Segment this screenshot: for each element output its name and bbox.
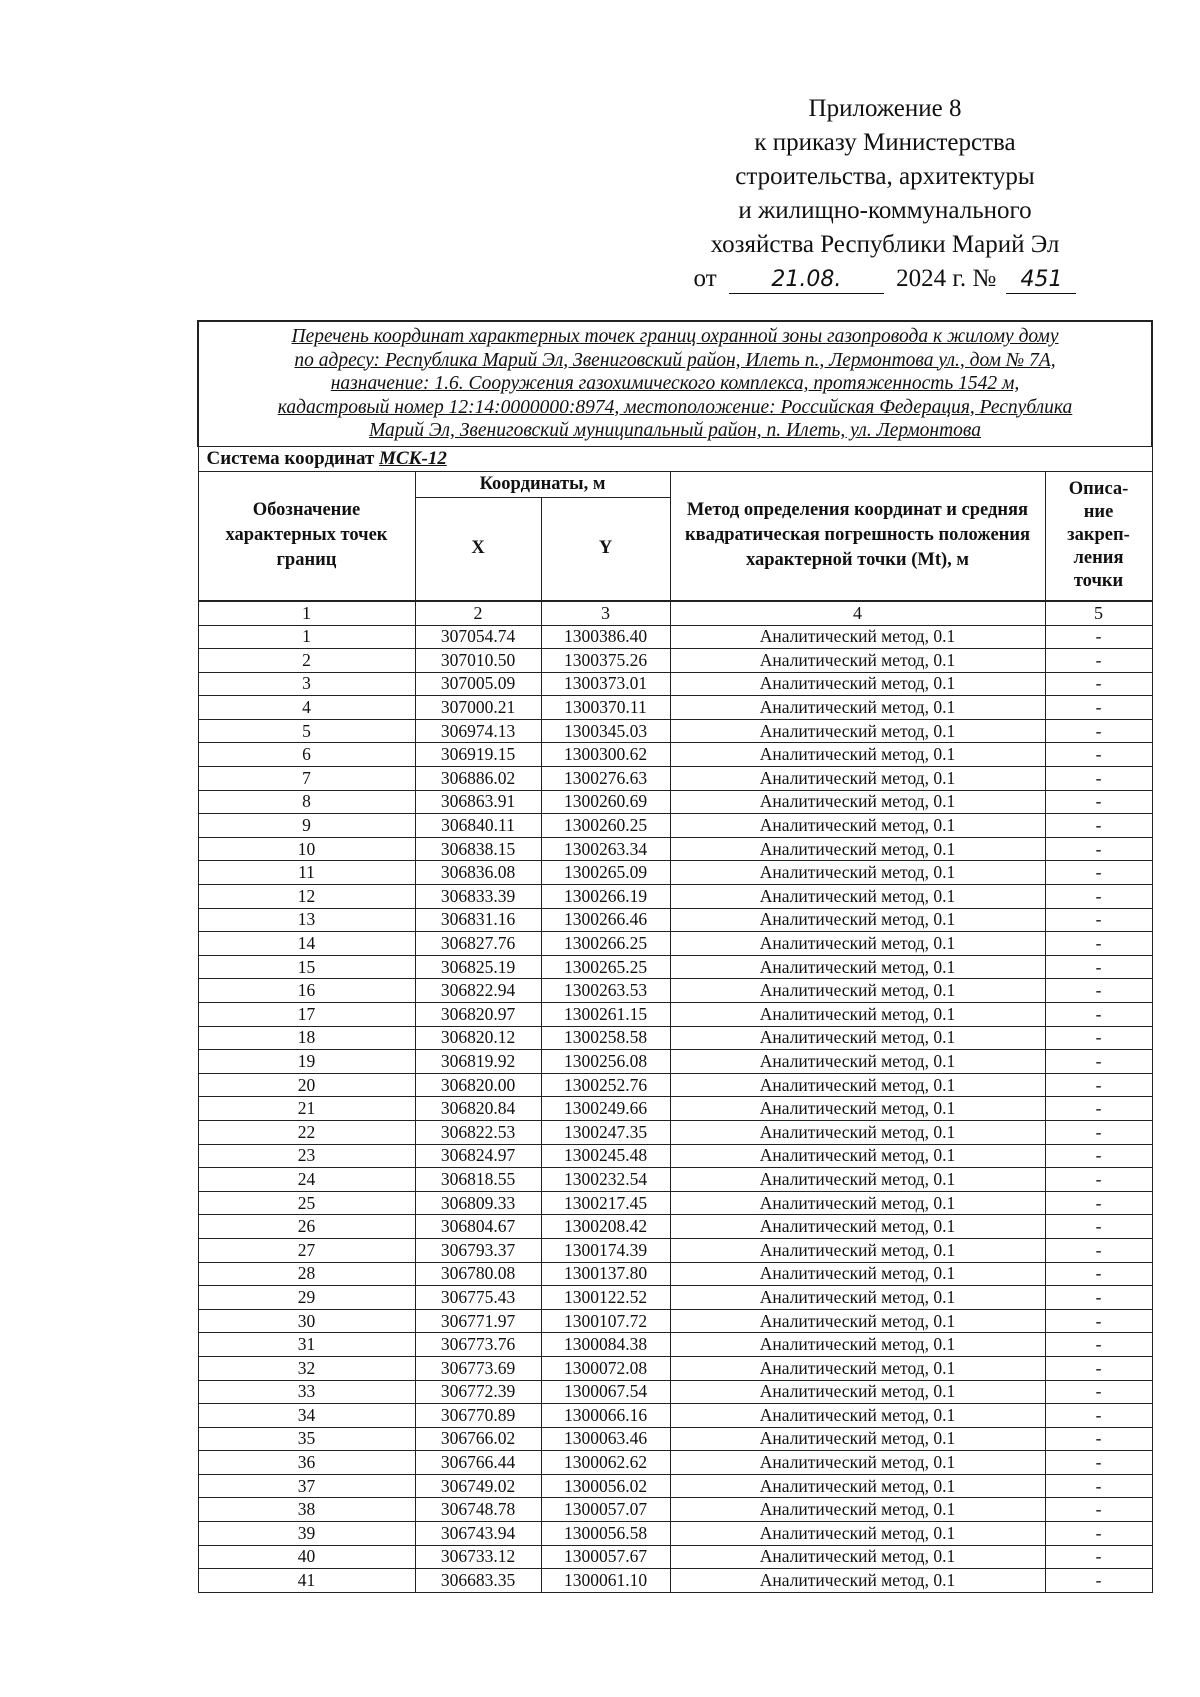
header-line: Приложение 8 [808,95,962,122]
method-cell: Аналитический метод, 0.1 [670,861,1045,885]
x-coordinate-cell: 307054.74 [415,625,541,649]
method-cell: Аналитический метод, 0.1 [670,1380,1045,1404]
x-coordinate-cell: 306824.97 [415,1144,541,1168]
header-line: строительства, архитектуры [735,163,1035,190]
x-coordinate-cell: 306749.02 [415,1474,541,1498]
method-cell: Аналитический метод, 0.1 [670,790,1045,814]
table-row [198,743,1152,767]
method-cell: Аналитический метод, 0.1 [670,1168,1045,1192]
method-cell: Аналитический метод, 0.1 [670,1356,1045,1380]
method-cell: Аналитический метод, 0.1 [670,1474,1045,1498]
column-number: 4 [670,601,1045,626]
y-coordinate-cell: 1300265.25 [541,955,670,979]
y-coordinate-cell: 1300056.58 [541,1522,670,1546]
column-header-y: Y [541,497,670,601]
description-cell: - [1045,1073,1152,1097]
method-cell: Аналитический метод, 0.1 [670,1427,1045,1451]
table-row [198,885,1152,909]
table-title [198,321,1152,446]
x-coordinate-cell: 306766.44 [415,1451,541,1475]
x-coordinate-cell: 306820.00 [415,1073,541,1097]
coordinate-system-label: Система координат [206,447,375,469]
y-coordinate-cell: 1300266.46 [541,908,670,932]
coordinate-system-row [198,446,1152,471]
table-row [198,1191,1152,1215]
table-row [198,932,1152,956]
y-coordinate-cell: 1300122.52 [541,1286,670,1310]
x-coordinate-cell: 306793.37 [415,1238,541,1262]
point-number-cell: 27 [198,1238,415,1262]
description-header-line: Описа- [1068,479,1129,499]
description-cell: - [1045,767,1152,791]
year-text: 2024 г. № [896,265,997,292]
y-coordinate-cell: 1300300.62 [541,743,670,767]
description-cell: - [1045,790,1152,814]
method-cell: Аналитический метод, 0.1 [670,672,1045,696]
point-number-cell: 5 [198,719,415,743]
table-title-line: кадастровый номер 12:14:0000000:8974, местоположение: Российская Федерация, Республика [277,396,1073,418]
table-title-line: Перечень координат характерных точек границ охранной зоны газопровода к жилому дому [291,326,1059,347]
x-coordinate-cell: 306919.15 [415,743,541,767]
y-coordinate-cell: 1300174.39 [541,1238,670,1262]
description-cell: - [1045,1309,1152,1333]
column-number: 3 [541,601,670,626]
point-number-cell: 18 [198,1026,415,1050]
x-coordinate-cell: 306840.11 [415,814,541,838]
point-number-cell: 31 [198,1333,415,1357]
table-row [198,1120,1152,1144]
method-cell: Аналитический метод, 0.1 [670,955,1045,979]
y-coordinate-cell: 1300375.26 [541,649,670,673]
point-number-cell: 25 [198,1191,415,1215]
table-row [198,1286,1152,1310]
point-number-cell: 28 [198,1262,415,1286]
y-coordinate-cell: 1300066.16 [541,1404,670,1428]
x-coordinate-cell: 306836.08 [415,861,541,885]
method-cell: Аналитический метод, 0.1 [670,1003,1045,1027]
column-number: 2 [415,601,541,626]
method-cell: Аналитический метод, 0.1 [670,885,1045,909]
x-coordinate-cell: 306809.33 [415,1191,541,1215]
y-coordinate-cell: 1300276.63 [541,767,670,791]
point-number-cell: 15 [198,955,415,979]
column-numbers-row [198,601,1152,626]
description-cell: - [1045,1120,1152,1144]
x-coordinate-cell: 306748.78 [415,1498,541,1522]
x-coordinate-cell: 306831.16 [415,908,541,932]
method-cell: Аналитический метод, 0.1 [670,1404,1045,1428]
x-coordinate-cell: 306775.43 [415,1286,541,1310]
method-cell: Аналитический метод, 0.1 [670,908,1045,932]
description-cell: - [1045,885,1152,909]
description-cell: - [1045,1262,1152,1286]
method-cell: Аналитический метод, 0.1 [670,1097,1045,1121]
x-coordinate-cell: 306780.08 [415,1262,541,1286]
y-coordinate-cell: 1300345.03 [541,719,670,743]
order-date-line [640,262,1130,296]
point-number-cell: 23 [198,1144,415,1168]
method-cell: Аналитический метод, 0.1 [670,814,1045,838]
description-cell: - [1045,1026,1152,1050]
y-coordinate-cell: 1300232.54 [541,1168,670,1192]
table-row [198,1168,1152,1192]
x-coordinate-cell: 306825.19 [415,955,541,979]
point-number-cell: 35 [198,1427,415,1451]
description-cell: - [1045,696,1152,720]
table-row [198,1309,1152,1333]
y-coordinate-cell: 1300386.40 [541,625,670,649]
table-row [198,1050,1152,1074]
description-cell: - [1045,672,1152,696]
method-cell: Аналитический метод, 0.1 [670,649,1045,673]
description-cell: - [1045,1286,1152,1310]
point-number-cell: 12 [198,885,415,909]
method-cell: Аналитический метод, 0.1 [670,1451,1045,1475]
x-coordinate-cell: 306820.12 [415,1026,541,1050]
column-header-coordinates: Координаты, м [415,471,670,497]
y-coordinate-cell: 1300107.72 [541,1309,670,1333]
description-header-line: закреп- [1067,525,1130,545]
y-coordinate-cell: 1300258.58 [541,1026,670,1050]
table-row [198,1522,1152,1546]
point-number-cell: 38 [198,1498,415,1522]
point-number-cell: 10 [198,837,415,861]
point-number-cell: 3 [198,672,415,696]
date-prefix: от [693,265,717,292]
point-number-cell: 40 [198,1545,415,1569]
point-number-cell: 41 [198,1569,415,1593]
table-row [198,955,1152,979]
y-coordinate-cell: 1300063.46 [541,1427,670,1451]
table-row [198,1073,1152,1097]
y-coordinate-cell: 1300208.42 [541,1215,670,1239]
point-number-cell: 26 [198,1215,415,1239]
description-cell: - [1045,814,1152,838]
method-cell: Аналитический метод, 0.1 [670,1545,1045,1569]
point-number-cell: 1 [198,625,415,649]
table-row [198,1356,1152,1380]
table-row [198,1144,1152,1168]
point-number-cell: 30 [198,1309,415,1333]
point-number-cell: 14 [198,932,415,956]
description-cell: - [1045,1215,1152,1239]
description-cell: - [1045,649,1152,673]
description-cell: - [1045,1569,1152,1593]
x-coordinate-cell: 306822.53 [415,1120,541,1144]
description-cell: - [1045,625,1152,649]
table-row [198,1238,1152,1262]
table-row [198,1569,1152,1593]
y-coordinate-cell: 1300260.69 [541,790,670,814]
x-coordinate-cell: 306838.15 [415,837,541,861]
method-cell: Аналитический метод, 0.1 [670,1333,1045,1357]
description-cell: - [1045,743,1152,767]
method-cell: Аналитический метод, 0.1 [670,1191,1045,1215]
method-cell: Аналитический метод, 0.1 [670,1144,1045,1168]
y-coordinate-cell: 1300249.66 [541,1097,670,1121]
point-number-cell: 36 [198,1451,415,1475]
method-cell: Аналитический метод, 0.1 [670,1120,1045,1144]
method-cell: Аналитический метод, 0.1 [670,932,1045,956]
x-coordinate-cell: 306820.97 [415,1003,541,1027]
description-cell: - [1045,1404,1152,1428]
table-row [198,1380,1152,1404]
y-coordinate-cell: 1300252.76 [541,1073,670,1097]
table-row [198,861,1152,885]
y-coordinate-cell: 1300370.11 [541,696,670,720]
table-row [198,649,1152,673]
method-cell: Аналитический метод, 0.1 [670,743,1045,767]
method-cell: Аналитический метод, 0.1 [670,1262,1045,1286]
description-cell: - [1045,1427,1152,1451]
handwritten-date: 21.08. [729,267,884,294]
document-header [640,92,1130,296]
method-cell: Аналитический метод, 0.1 [670,1026,1045,1050]
coordinates-table [197,320,1153,1593]
description-cell: - [1045,932,1152,956]
description-cell: - [1045,719,1152,743]
x-coordinate-cell: 306733.12 [415,1545,541,1569]
point-number-cell: 20 [198,1073,415,1097]
table-row [198,1333,1152,1357]
x-coordinate-cell: 306827.76 [415,932,541,956]
header-line: и жилищно-коммунального [738,197,1032,224]
point-number-cell: 17 [198,1003,415,1027]
table-row [198,790,1152,814]
description-cell: - [1045,1333,1152,1357]
point-number-cell: 39 [198,1522,415,1546]
description-cell: - [1045,1238,1152,1262]
coordinates-table-body [198,625,1152,1592]
method-cell: Аналитический метод, 0.1 [670,1569,1045,1593]
method-cell: Аналитический метод, 0.1 [670,1238,1045,1262]
x-coordinate-cell: 306822.94 [415,979,541,1003]
point-number-cell: 7 [198,767,415,791]
description-header-line: ления [1073,548,1124,568]
x-coordinate-cell: 307005.09 [415,672,541,696]
y-coordinate-cell: 1300057.07 [541,1498,670,1522]
x-coordinate-cell: 306766.02 [415,1427,541,1451]
description-cell: - [1045,955,1152,979]
table-row [198,979,1152,1003]
point-number-cell: 13 [198,908,415,932]
table-row [198,908,1152,932]
x-coordinate-cell: 306771.97 [415,1309,541,1333]
table-title-line: по адресу: Республика Марий Эл, Звениговский район, Илеть п., Лермонтова ул., дом № 7А, [294,349,1056,371]
description-cell: - [1045,1522,1152,1546]
table-title-line: назначение: 1.6. Сооружения газохимического комплекса, протяженность 1542 м, [330,373,1020,394]
method-cell: Аналитический метод, 0.1 [670,1522,1045,1546]
method-cell: Аналитический метод, 0.1 [670,1050,1045,1074]
description-cell: - [1045,1380,1152,1404]
table-row [198,814,1152,838]
header-line: хозяйства Республики Марий Эл [710,231,1060,258]
point-number-cell: 11 [198,861,415,885]
description-cell: - [1045,1097,1152,1121]
description-cell: - [1045,1191,1152,1215]
method-cell: Аналитический метод, 0.1 [670,1498,1045,1522]
handwritten-order-number: 451 [1006,267,1076,294]
point-number-cell: 19 [198,1050,415,1074]
point-number-cell: 16 [198,979,415,1003]
description-cell: - [1045,1168,1152,1192]
column-number: 5 [1045,601,1152,626]
y-coordinate-cell: 1300266.25 [541,932,670,956]
table-row [198,1026,1152,1050]
y-coordinate-cell: 1300057.67 [541,1545,670,1569]
point-number-cell: 33 [198,1380,415,1404]
y-coordinate-cell: 1300266.19 [541,885,670,909]
y-coordinate-cell: 1300245.48 [541,1144,670,1168]
table-row [198,719,1152,743]
x-coordinate-cell: 306819.92 [415,1050,541,1074]
table-row [198,1451,1152,1475]
x-coordinate-cell: 306863.91 [415,790,541,814]
method-cell: Аналитический метод, 0.1 [670,1286,1045,1310]
description-cell: - [1045,861,1152,885]
description-cell: - [1045,1003,1152,1027]
method-cell: Аналитический метод, 0.1 [670,837,1045,861]
y-coordinate-cell: 1300265.09 [541,861,670,885]
point-number-cell: 32 [198,1356,415,1380]
y-coordinate-cell: 1300260.25 [541,814,670,838]
x-coordinate-cell: 307000.21 [415,696,541,720]
x-coordinate-cell: 306818.55 [415,1168,541,1192]
y-coordinate-cell: 1300067.54 [541,1380,670,1404]
y-coordinate-cell: 1300072.08 [541,1356,670,1380]
y-coordinate-cell: 1300263.53 [541,979,670,1003]
table-row [198,1404,1152,1428]
table-row [198,672,1152,696]
table-title-line: Марий Эл, Звениговский муниципальный район, п. Илеть, ул. Лермонтова [369,420,981,441]
x-coordinate-cell: 306773.69 [415,1356,541,1380]
table-row [198,837,1152,861]
description-cell: - [1045,1545,1152,1569]
coordinates-table-wrapper [197,320,1151,1593]
x-coordinate-cell: 306833.39 [415,885,541,909]
table-row [198,1262,1152,1286]
point-number-cell: 9 [198,814,415,838]
description-cell: - [1045,1451,1152,1475]
y-coordinate-cell: 1300062.62 [541,1451,670,1475]
table-row [198,1498,1152,1522]
description-cell: - [1045,908,1152,932]
point-number-cell: 21 [198,1097,415,1121]
method-cell: Аналитический метод, 0.1 [670,1073,1045,1097]
description-cell: - [1045,837,1152,861]
method-cell: Аналитический метод, 0.1 [670,625,1045,649]
point-number-cell: 24 [198,1168,415,1192]
column-header-description [1045,471,1152,601]
description-cell: - [1045,1144,1152,1168]
description-header-line: точки [1073,571,1124,591]
x-coordinate-cell: 306770.89 [415,1404,541,1428]
x-coordinate-cell: 306974.13 [415,719,541,743]
description-cell: - [1045,1050,1152,1074]
point-number-cell: 6 [198,743,415,767]
description-cell: - [1045,1356,1152,1380]
x-coordinate-cell: 306820.84 [415,1097,541,1121]
y-coordinate-cell: 1300373.01 [541,672,670,696]
method-cell: Аналитический метод, 0.1 [670,767,1045,791]
description-cell: - [1045,1474,1152,1498]
table-row [198,1097,1152,1121]
x-coordinate-cell: 306804.67 [415,1215,541,1239]
description-cell: - [1045,979,1152,1003]
x-coordinate-cell: 306743.94 [415,1522,541,1546]
point-number-cell: 4 [198,696,415,720]
table-row [198,696,1152,720]
column-header-x: X [415,497,541,601]
x-coordinate-cell: 307010.50 [415,649,541,673]
point-number-cell: 34 [198,1404,415,1428]
y-coordinate-cell: 1300056.02 [541,1474,670,1498]
table-row [198,1427,1152,1451]
point-number-cell: 37 [198,1474,415,1498]
table-row [198,1215,1152,1239]
column-number: 1 [198,601,415,626]
point-number-cell: 8 [198,790,415,814]
method-cell: Аналитический метод, 0.1 [670,696,1045,720]
y-coordinate-cell: 1300217.45 [541,1191,670,1215]
y-coordinate-cell: 1300261.15 [541,1003,670,1027]
method-cell: Аналитический метод, 0.1 [670,1309,1045,1333]
y-coordinate-cell: 1300137.80 [541,1262,670,1286]
x-coordinate-cell: 306683.35 [415,1569,541,1593]
y-coordinate-cell: 1300084.38 [541,1333,670,1357]
table-row [198,767,1152,791]
method-cell: Аналитический метод, 0.1 [670,979,1045,1003]
y-coordinate-cell: 1300263.34 [541,837,670,861]
point-number-cell: 29 [198,1286,415,1310]
column-header-method: Метод определения координат и средняя квадратическая погрешность положения характерной точки (Mt), м [670,471,1045,601]
point-number-cell: 2 [198,649,415,673]
y-coordinate-cell: 1300247.35 [541,1120,670,1144]
x-coordinate-cell: 306773.76 [415,1333,541,1357]
point-number-cell: 22 [198,1120,415,1144]
description-cell: - [1045,1498,1152,1522]
table-row [198,1545,1152,1569]
y-coordinate-cell: 1300061.10 [541,1569,670,1593]
y-coordinate-cell: 1300256.08 [541,1050,670,1074]
column-header-point: Обозначение характерных точек границ [198,471,415,601]
x-coordinate-cell: 306772.39 [415,1380,541,1404]
table-row [198,625,1152,649]
method-cell: Аналитический метод, 0.1 [670,1215,1045,1239]
table-row [198,1474,1152,1498]
table-row [198,1003,1152,1027]
coordinate-system-value: МСК-12 [379,447,447,469]
x-coordinate-cell: 306886.02 [415,767,541,791]
method-cell: Аналитический метод, 0.1 [670,719,1045,743]
header-line: к приказу Министерства [754,129,1016,156]
description-header-line: ние [1083,502,1114,522]
